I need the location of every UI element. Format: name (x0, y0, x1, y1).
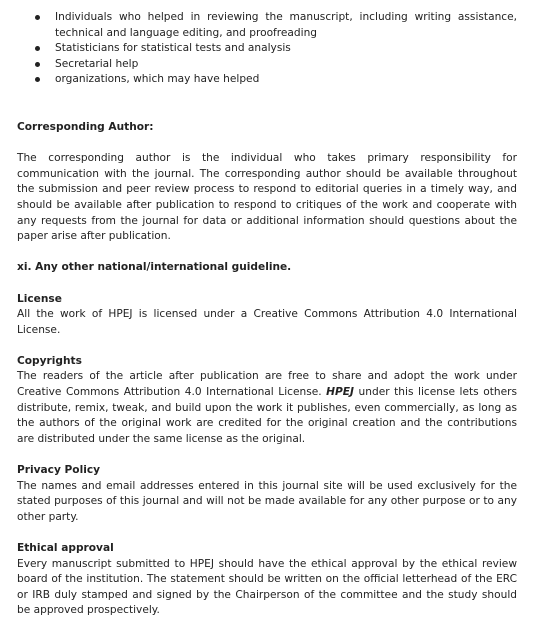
list-item (17, 72, 517, 88)
document-page (17, 10, 517, 619)
bullet-icon (35, 77, 40, 82)
list-item-text: Secretarial help (55, 57, 139, 70)
copyrights-text-start: The readers of the article after publication are free to share and adopt the work under Creative Commons Attribution 4.0 International License. (17, 370, 517, 399)
copyrights-paragraph (17, 369, 517, 447)
privacy-policy-paragraph: The names and email addresses entered in this journal site will be used exclusively for the stated purposes of this journal and will not be made available for any other purpose or to any other party. (17, 479, 517, 523)
corresponding-author-heading: Corresponding Author: (17, 120, 154, 133)
corresponding-author-paragraph: The corresponding author is the individual who takes primary responsibility for communication with the journal. The corresponding author should be available throughout the submission and peer review process to respond to editorial queries in a timely way, and should be available after publication to respond to critiques of the work and cooperate with any requests from the journal for data or additional information should questions about the paper arise after publication. (17, 152, 517, 243)
copyrights-heading: Copyrights (17, 354, 82, 367)
acknowledgement-list (17, 10, 517, 88)
ethical-approval-heading: Ethical approval (17, 542, 114, 554)
journal-name-emphasis: HPEJ (326, 386, 354, 399)
privacy-policy-heading: Privacy Policy (17, 464, 101, 477)
bullet-icon (35, 15, 40, 20)
list-item-text: Individuals who helped in reviewing the manuscript, including writing assistance, technical and language editing, and proofreading (55, 11, 517, 39)
list-item (17, 41, 517, 57)
bullet-icon (35, 62, 40, 67)
list-item (17, 57, 517, 73)
list-item-text: organizations, which may have helped (55, 73, 260, 86)
guideline-heading: xi. Any other national/international guideline. (17, 261, 292, 274)
ethical-approval-paragraph: Every manuscript submitted to HPEJ should have the ethical approval by the ethical review board of the institution. The statement should be written on the official letterhead of the ERC or IRB duly stamped and signed by the Chairperson of the committee and the study should be approved prospectively. (17, 557, 517, 617)
license-paragraph: All the work of HPEJ is licensed under a Creative Commons Attribution 4.0 International License. (17, 308, 517, 336)
bullet-icon (35, 46, 40, 51)
copyrights-text-end: under this license lets others distribute, remix, tweak, and build upon the work it publishes, even commercially, as long as the authors of the original work are credited for the original creation and the contributions are distributed under the same license as the original. (17, 386, 517, 445)
list-item (17, 10, 517, 41)
license-heading: License (17, 292, 62, 305)
list-item-text: Statisticians for statistical tests and analysis (55, 42, 291, 55)
